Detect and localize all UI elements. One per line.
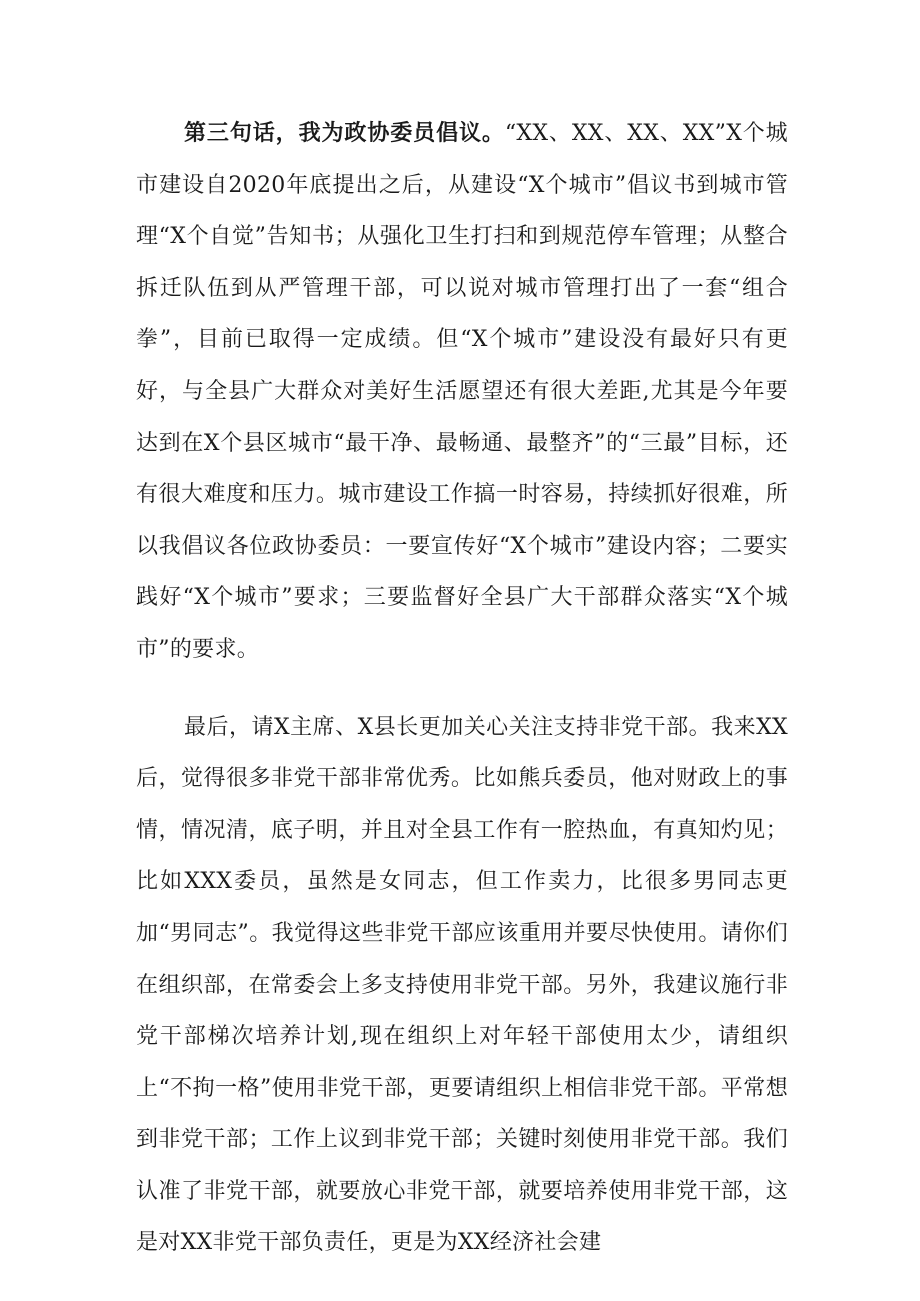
paragraph-body: “XX、XX、XX、XX”X个城市建设自2020年底提出之后，从建设“X个城市”倡议书到城市管理“X个自觉”告知书；从强化卫生打扫和到规范停车管理；从整合拆迁队伍到从严管理干部，可以说对城市管理打出了一套“组合拳”，目前已取得一定成绩。但“X个城市”建设没有最好只有更好，与全县广大群众对美好生活愿望还有很大差距,尤其是今年要达到在X个县区城市“最干净、最畅通、最整齐”的“三最”目标，还有很大难度和压力。城市建设工作搞一时容易，持续抓好很难，所以我倡议各位政协委员：一要宣传好“X个城市”建设内容；二要实践好“X个城市”要求；三要监督好全县广大干部群众落实“X个城市”的要求。 [136,121,788,662]
paragraph-lead-heading: 第三句话，我为政协委员倡议。 [184,121,505,146]
paragraph-non-party-cadres [136,702,788,1270]
paragraph-proposal [136,108,788,676]
document-page [136,108,788,1269]
paragraph-body: 最后，请X主席、X县长更加关心关注支持非党干部。我来XX后，觉得很多非党干部非常优秀。比如熊兵委员，他对财政上的事情，情况清，底子明，并且对全县工作有一腔热血，有真知灼见；比如XXX委员，虽然是女同志，但工作卖力，比很多男同志更加“男同志”。我觉得这些非党干部应该重用并要尽快使用。请你们在组织部，在常委会上多支持使用非党干部。另外，我建议施行非党干部梯次培养计划,现在组织上对年轻干部使用太少，请组织上“不拘一格”使用非党干部，更要请组织上相信非党干部。平常想到非党干部；工作上议到非党干部；关键时刻使用非党干部。我们认准了非党干部，就要放心非党干部，就要培养使用非党干部，这是对XX非党干部负责任，更是为XX经济社会建 [136,714,788,1256]
